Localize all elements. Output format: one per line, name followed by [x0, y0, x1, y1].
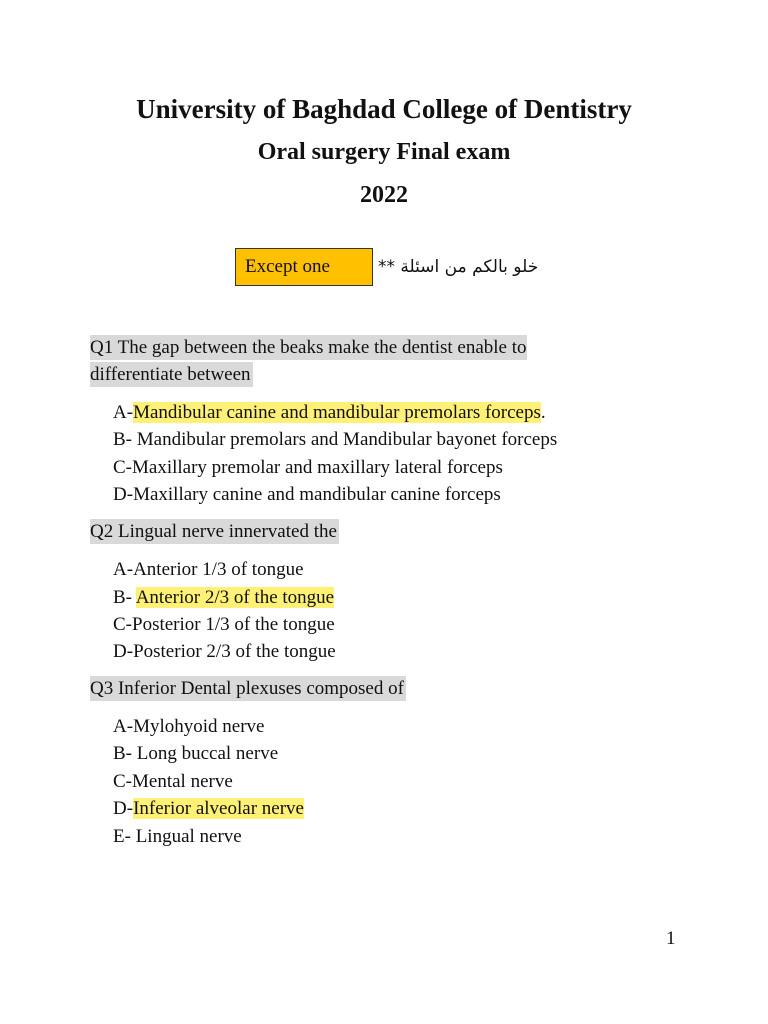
option-suffix: .: [540, 402, 546, 423]
option-prefix: A-: [113, 716, 134, 737]
question-3: [90, 675, 406, 702]
option-prefix: A-: [113, 559, 134, 580]
option-prefix: C-: [113, 771, 132, 792]
option-prefix: D-: [113, 484, 134, 505]
option-prefix: B-: [113, 743, 137, 764]
option-text: Posterior 1/3 of the tongue: [132, 614, 335, 635]
university-title: University of Baghdad College of Dentistry: [136, 94, 632, 124]
option-text: Mandibular canine and mandibular premolars forceps: [133, 402, 541, 423]
option-2d: [113, 640, 336, 664]
exam-title: Oral surgery Final exam: [257, 139, 511, 165]
option-prefix: D-: [113, 641, 134, 662]
option-2a: [113, 558, 304, 582]
option-prefix: B-: [113, 429, 137, 450]
option-3e: [113, 825, 242, 849]
option-prefix: C-: [113, 614, 132, 635]
option-text: Maxillary canine and mandibular canine forceps: [133, 484, 501, 505]
exam-year: 2022: [360, 182, 408, 208]
option-text: Mental nerve: [132, 771, 233, 792]
option-prefix: A-: [113, 402, 134, 423]
option-3a: [113, 715, 264, 739]
option-1c: [113, 456, 503, 480]
option-text: Mandibular premolars and Mandibular bayonet forceps: [136, 429, 558, 450]
question-2: [90, 518, 339, 545]
page-number: 1: [666, 928, 676, 949]
option-2b: [113, 586, 334, 610]
option-text: Anterior 2/3 of the tongue: [135, 587, 335, 608]
option-1b: [113, 428, 557, 452]
option-1a: [113, 401, 546, 425]
option-prefix: C-: [113, 457, 132, 478]
question-1: [90, 334, 610, 388]
option-text: Mylohyoid nerve: [133, 716, 265, 737]
option-text: Inferior alveolar nerve: [133, 798, 304, 819]
option-text: Posterior 2/3 of the tongue: [133, 641, 336, 662]
option-3b: [113, 742, 278, 766]
option-text: Anterior 1/3 of tongue: [133, 559, 304, 580]
option-2c: [113, 613, 335, 637]
option-3c: [113, 770, 233, 794]
option-prefix: D-: [113, 798, 134, 819]
option-3d: [113, 797, 304, 821]
option-prefix: B-: [113, 587, 136, 608]
option-text: Maxillary premolar and maxillary lateral forceps: [132, 457, 503, 478]
option-text: Long buccal nerve: [136, 743, 279, 764]
option-prefix: E-: [113, 826, 136, 847]
option-text: Lingual nerve: [135, 826, 242, 847]
except-one-box: Except one: [235, 248, 373, 286]
question-text: Q1 The gap between the beaks make the dentist enable to differentiate between: [90, 337, 527, 385]
option-1d: [113, 483, 501, 507]
question-text: Q3 Inferior Dental plexuses composed of: [90, 678, 404, 699]
question-text: Q2 Lingual nerve innervated the: [90, 521, 337, 542]
arabic-note: خلو بالكم من اسئلة **: [378, 257, 539, 277]
